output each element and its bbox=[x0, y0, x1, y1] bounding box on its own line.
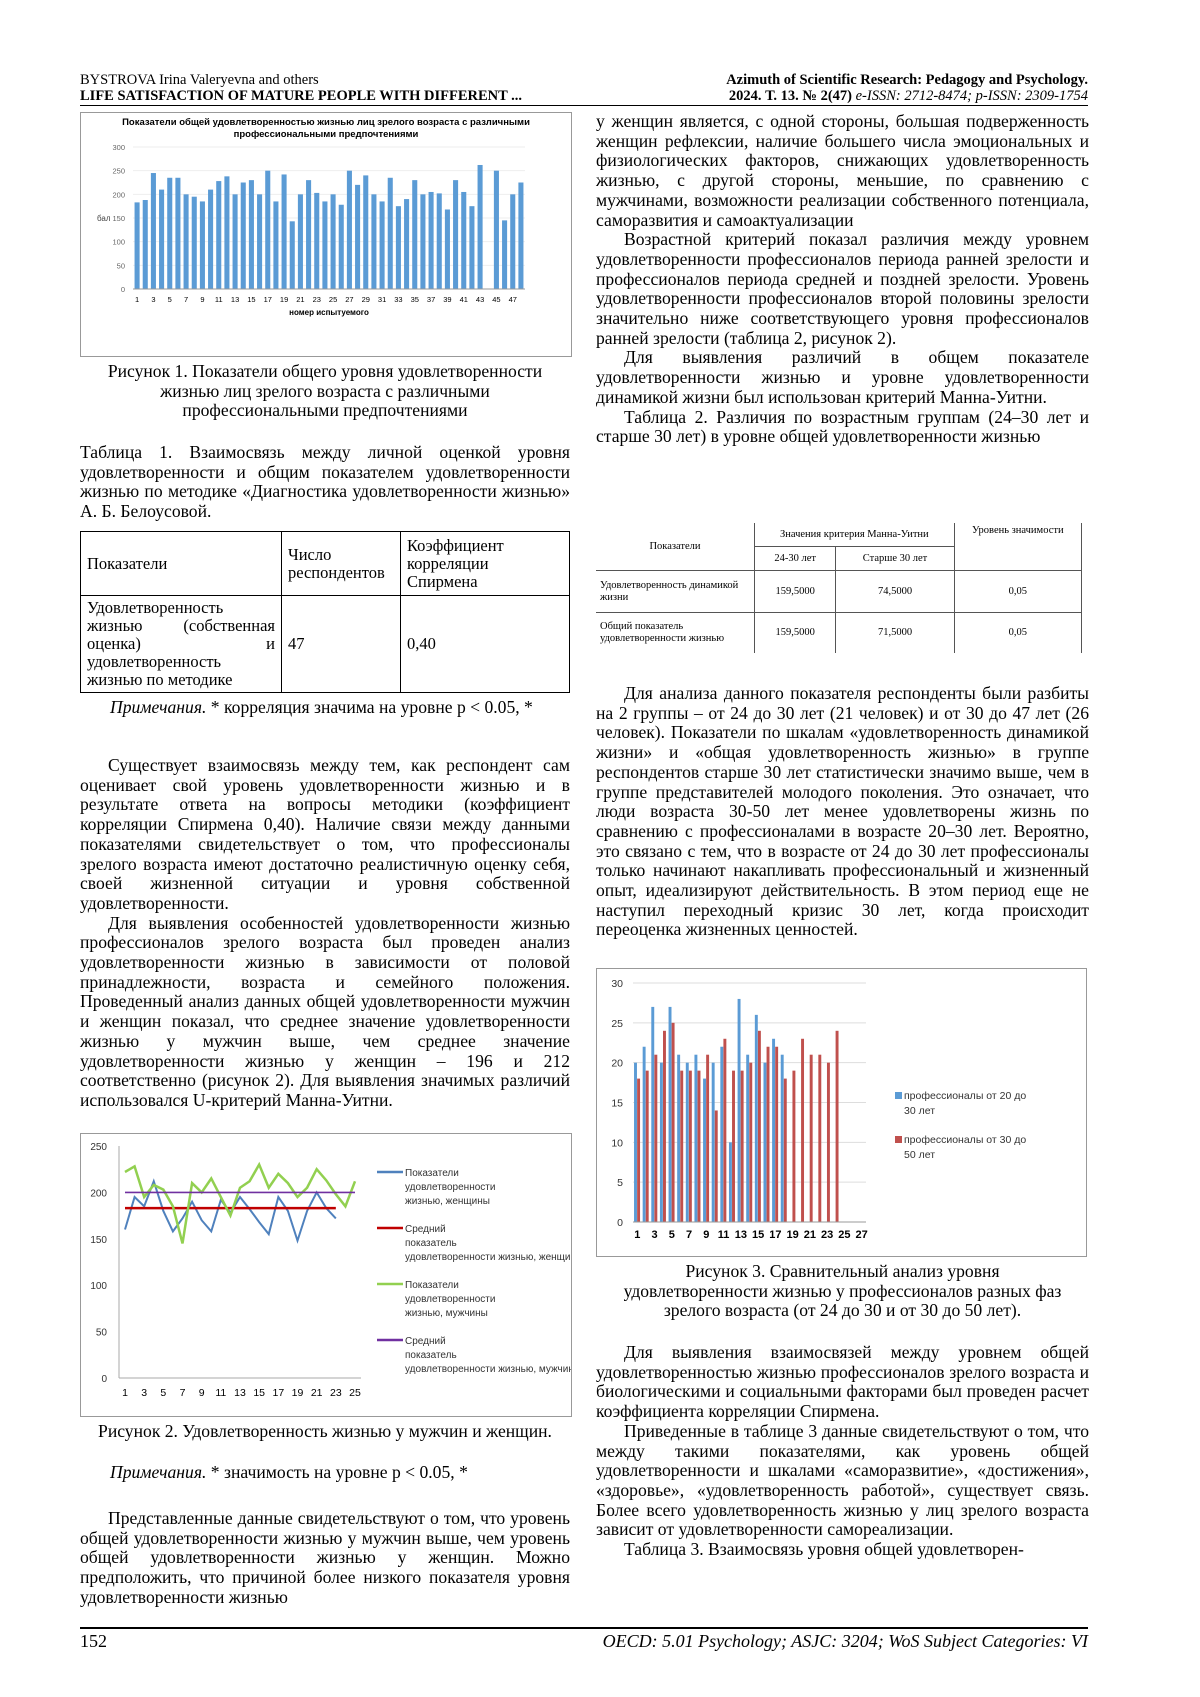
x-tick-label: 1 bbox=[634, 1229, 641, 1241]
table-2-cell: 159,5000 bbox=[755, 571, 836, 612]
x-tick-label: 19 bbox=[291, 1387, 304, 1399]
header-authors: BYSTROVA Irina Valeryevna and others bbox=[80, 72, 319, 88]
table-2-header-mw: Значения критерия Манна-Уитни bbox=[755, 523, 955, 547]
paragraph: Для выявления взаимосвязей между уровнем общей удовлетворенностью жизнью профессионалов зрелого возраста и биологическими и социальными факторами был проведен расчет коэффициента корреляции Спирмена. bbox=[596, 1342, 1089, 1422]
figure-1-chart bbox=[80, 112, 572, 357]
bar bbox=[175, 178, 180, 289]
right-top-text bbox=[596, 112, 1089, 447]
bar bbox=[388, 178, 393, 289]
x-tick-label: 7 bbox=[179, 1387, 186, 1399]
x-tick-label: 11 bbox=[214, 295, 223, 304]
header-issn: e-ISSN: 2712-8474; p-ISSN: 2309-1754 bbox=[855, 88, 1088, 104]
x-tick-label: 5 bbox=[167, 295, 172, 304]
bar bbox=[396, 206, 401, 289]
bar bbox=[347, 171, 352, 289]
page-number: 152 bbox=[80, 1631, 107, 1651]
bar bbox=[510, 194, 515, 289]
bar bbox=[784, 1079, 787, 1222]
x-tick-label: 17 bbox=[272, 1387, 285, 1399]
table-1-header-row bbox=[81, 532, 570, 596]
x-tick-label: 35 bbox=[410, 295, 419, 304]
x-tick-label: 21 bbox=[310, 1387, 323, 1399]
y-tick-label: 0 bbox=[617, 1217, 623, 1229]
bar bbox=[715, 1110, 718, 1222]
bar bbox=[651, 1007, 654, 1222]
legend-label: удовлетворенности жизнью, мужчины bbox=[405, 1364, 571, 1375]
legend-label: 30 лет bbox=[904, 1105, 936, 1117]
table-2-header-level: Уровень значимости bbox=[954, 523, 1081, 571]
bar bbox=[380, 201, 385, 289]
table-2-header-group1: 24-30 лет bbox=[755, 547, 836, 571]
x-tick-label: 27 bbox=[345, 295, 354, 304]
legend-label: профессионалы от 30 до bbox=[904, 1134, 1027, 1146]
x-tick-label: 21 bbox=[803, 1229, 817, 1241]
bar bbox=[216, 181, 221, 289]
figure-2-caption: Рисунок 2. Удовлетворенность жизнью у мужчин и женщин. bbox=[98, 1421, 552, 1441]
bar bbox=[143, 200, 148, 289]
bar bbox=[755, 1015, 758, 1222]
bar bbox=[801, 1039, 804, 1222]
bar bbox=[746, 1055, 749, 1222]
y-tick-label: 15 bbox=[611, 1097, 623, 1110]
y-tick-label: 250 bbox=[112, 166, 125, 176]
y-tick-label: 50 bbox=[95, 1327, 107, 1339]
bar bbox=[437, 193, 442, 289]
y-tick-label: 10 bbox=[611, 1137, 623, 1150]
bar bbox=[290, 221, 295, 289]
x-tick-label: 9 bbox=[200, 295, 205, 304]
bar bbox=[738, 999, 741, 1222]
line-chart-men-women bbox=[81, 1134, 571, 1416]
bar bbox=[429, 192, 434, 289]
bar bbox=[818, 1055, 821, 1222]
legend-swatch bbox=[895, 1136, 902, 1143]
paragraph: Приведенные в таблице 3 данные свидетельствуют о том, что между такими показателями, как уровень общей удовлетворенности и шкалами «саморазвитие», «достижения», «здоровье», «удовлетворенность работой», существует связь. Более всего удовлетворенность жизнью у лиц зрелого возраста зависит от удовлетворенности самореализации. bbox=[596, 1420, 1089, 1540]
table-2-row bbox=[596, 612, 1082, 653]
bar bbox=[363, 175, 368, 289]
header-issue bbox=[726, 88, 1088, 104]
bar bbox=[729, 1142, 732, 1222]
bar bbox=[151, 173, 156, 289]
bar bbox=[200, 201, 205, 289]
bar bbox=[672, 1023, 675, 1222]
y-tick-label: 200 bbox=[112, 190, 125, 200]
x-tick-label: 9 bbox=[703, 1229, 710, 1241]
table-1-note bbox=[80, 698, 570, 718]
x-tick-label: 13 bbox=[734, 1229, 747, 1241]
bar bbox=[827, 1063, 830, 1222]
bar bbox=[355, 185, 360, 289]
table-2-cell: 71,5000 bbox=[836, 612, 954, 653]
bar bbox=[273, 201, 278, 289]
bar bbox=[775, 1047, 778, 1222]
x-tick-label: 19 bbox=[786, 1229, 799, 1241]
left-body-text bbox=[80, 756, 570, 1111]
table-2-header-row bbox=[596, 523, 1082, 547]
bar bbox=[660, 1063, 663, 1222]
x-tick-label: 15 bbox=[752, 1229, 765, 1241]
bar bbox=[677, 1055, 680, 1222]
note-text: * корреляция значима на уровне p < 0.05, * bbox=[206, 697, 533, 717]
table-1-header-cell: Коэффициент корреляции Спирмена bbox=[401, 532, 570, 596]
table-1-cell: Удовлетворенность жизнью (собственная оценка) и удовлетворенность жизнью по методике bbox=[81, 596, 282, 693]
table-1-cell: 47 bbox=[282, 596, 401, 693]
bar bbox=[698, 1071, 701, 1222]
x-tick-label: 25 bbox=[838, 1229, 851, 1241]
bar bbox=[781, 1055, 784, 1222]
x-tick-label: 21 bbox=[296, 295, 305, 304]
bar bbox=[723, 1039, 726, 1222]
bar bbox=[669, 1007, 672, 1222]
legend-label: Показатели bbox=[405, 1280, 459, 1291]
table-1-header-cell: Показатели bbox=[81, 532, 282, 596]
bar bbox=[763, 1063, 766, 1222]
table-2-header-indicator: Показатели bbox=[596, 523, 755, 571]
legend-label: удовлетворенности bbox=[405, 1182, 496, 1193]
table-2-title: Таблица 2. Различия по возрастным группам (24–30 лет и старше 30 лет) в уровне общей удовлетворенности жизнью bbox=[596, 406, 1089, 447]
table-2-cell: 0,05 bbox=[954, 612, 1081, 653]
table-2-header-group2: Старше 30 лет bbox=[836, 547, 954, 571]
bar bbox=[637, 1079, 640, 1222]
bar bbox=[712, 1063, 715, 1222]
note-label: Примечания. bbox=[110, 697, 207, 717]
x-tick-label: 29 bbox=[361, 295, 370, 304]
legend-label: удовлетворенности жизнью, женщины bbox=[405, 1252, 571, 1263]
bar bbox=[249, 180, 254, 289]
bar bbox=[192, 197, 197, 289]
x-tick-label: 27 bbox=[855, 1229, 868, 1241]
bar bbox=[461, 192, 466, 289]
legend-label: показатель bbox=[405, 1350, 457, 1361]
x-tick-label: 17 bbox=[769, 1229, 782, 1241]
x-tick-label: 25 bbox=[328, 295, 338, 304]
table-2 bbox=[596, 523, 1082, 653]
x-tick-label: 5 bbox=[668, 1229, 675, 1241]
x-tick-label: 7 bbox=[686, 1229, 693, 1241]
bar bbox=[224, 176, 229, 289]
y-tick-label: 50 bbox=[116, 261, 125, 271]
legend-label: Средний bbox=[405, 1224, 446, 1235]
y-tick-label: 20 bbox=[611, 1057, 623, 1070]
x-tick-label: 31 bbox=[377, 295, 387, 304]
x-tick-label: 15 bbox=[247, 295, 256, 304]
bar bbox=[322, 201, 327, 289]
table-2-row bbox=[596, 571, 1082, 612]
paragraph: у женщин является, с одной стороны, большая подверженность женщин рефлексии, наличие большего числа эмоциональных и физиологических факторов, снижающих удовлетворенность жизнью, с другой стороны, меньшие, по сравнению с мужчинами, возможности реализации собственного потенциала, саморазвития и самоактуализации bbox=[596, 111, 1089, 230]
x-axis-label: номер испытуемого bbox=[289, 308, 369, 317]
x-tick-label: 3 bbox=[151, 295, 156, 304]
bar bbox=[772, 1039, 775, 1222]
paragraph: Возрастной критерий показал различия между уровнем удовлетворенности профессионалов периода ранней зрелости и профессионалов периода средней и поздней зрелости. Уровень удовлетворенности профессионалов второй половины зрелости значительно ниже соответствующего уровня профессионалов ранней зрелости (таблица 2, рисунок 2). bbox=[596, 229, 1089, 348]
y-tick-label: 0 bbox=[120, 285, 125, 294]
bar bbox=[689, 1071, 692, 1222]
chart-title: Показатели общей удовлетворенностью жизнью лиц зрелого возраста с различными bbox=[122, 117, 530, 128]
table-1-title: Таблица 1. Взаимосвязь между личной оценкой уровня удовлетворенности и общим показателем удовлетворенности жизнью по методике «Диагностика удовлетворенности жизнью» А. Б. Белоусовой. bbox=[80, 442, 570, 522]
table-1-cell: 0,40 bbox=[401, 596, 570, 693]
x-tick-label: 17 bbox=[263, 295, 272, 304]
series-line bbox=[125, 1165, 355, 1244]
chart-title: профессиональными предпочтениями bbox=[233, 129, 419, 140]
table-2-cell: 159,5000 bbox=[755, 612, 836, 653]
bar bbox=[314, 193, 319, 289]
x-tick-label: 11 bbox=[215, 1387, 227, 1399]
left-bottom-text bbox=[80, 1509, 570, 1608]
bar-chart-age-groups bbox=[597, 969, 1086, 1256]
note-label: Примечания. bbox=[110, 1462, 207, 1482]
x-tick-label: 39 bbox=[443, 295, 452, 304]
bar bbox=[706, 1055, 709, 1222]
figure-3-caption: Рисунок 3. Сравнительный анализ уровня удовлетворенности жизнью у профессионалов разных фаз зрелого возраста (от 24 до 30 и от 30 до 50 лет). bbox=[623, 1261, 1062, 1321]
x-tick-label: 37 bbox=[426, 295, 436, 304]
running-header-right bbox=[726, 72, 1088, 104]
table-1 bbox=[80, 531, 570, 693]
legend-label: профессионалы от 20 до bbox=[904, 1090, 1027, 1102]
bar bbox=[703, 1079, 706, 1222]
bar bbox=[167, 178, 172, 289]
legend-label: жизнью, женщины bbox=[405, 1196, 490, 1207]
bar bbox=[654, 1055, 657, 1222]
paragraph: Представленные данные свидетельствуют о том, что уровень общей удовлетворенности жизнью у мужчин выше, чем уровень общей удовлетворенности жизнью у женщин. Можно предположить, что причиной более низкого показателя уровня удовлетворенности жизнью bbox=[80, 1508, 570, 1607]
y-tick-label: 300 bbox=[112, 143, 125, 152]
bar bbox=[643, 1047, 646, 1222]
bar bbox=[371, 194, 376, 289]
bar bbox=[445, 209, 450, 289]
x-tick-label: 7 bbox=[183, 295, 189, 304]
x-tick-label: 23 bbox=[312, 295, 321, 304]
bar bbox=[453, 180, 458, 289]
legend-label: удовлетворенности bbox=[405, 1294, 496, 1305]
bar bbox=[339, 205, 344, 289]
bar bbox=[720, 1047, 723, 1222]
y-tick-label: 0 bbox=[101, 1374, 107, 1385]
x-tick-label: 45 bbox=[492, 295, 501, 304]
x-tick-label: 3 bbox=[651, 1229, 658, 1241]
x-tick-label: 41 bbox=[459, 295, 468, 304]
legend-label: показатель bbox=[405, 1238, 457, 1249]
footer-rule bbox=[80, 1627, 1088, 1629]
table-2-cell: Удовлетворенность динамикой жизни bbox=[596, 571, 755, 612]
paragraph: Для анализа данного показателя респонденты были разбиты на 2 группы – от 24 до 30 лет (21 человек) и от 30 до 47 лет (26 человек). Показатели по шкалам «удовлетворенность динамикой жизни» и «общая удовлетворенность жизнью» в группе респондентов старше 30 лет статистически значимо выше, чем в группе представителей молодого поколения. Это означает, что люди возраста 30-50 лет менее удовлетворены жизнь по сравнению с профессионалами в возрасте 20–30 лет. Вероятно, это связано с тем, что в возрасте от 24 до 30 лет профессионалы только начинают накапливать профессиональный и жизненный опыт, идеализируют действительность. В этом период еще не наступил переходный кризис 30 лет, когда происходит переоценка жизненных ценностей. bbox=[596, 683, 1089, 940]
y-tick-label: 30 bbox=[611, 978, 623, 990]
bar bbox=[663, 1031, 666, 1222]
header-journal: Azimuth of Scientific Research: Pedagogy and Psychology. bbox=[726, 72, 1088, 88]
bar bbox=[518, 183, 523, 290]
x-tick-label: 25 bbox=[349, 1387, 361, 1399]
bar bbox=[282, 174, 287, 289]
bar bbox=[478, 165, 483, 289]
bar bbox=[792, 1071, 795, 1222]
footer-classification: OECD: 5.01 Psychology; ASJC: 3204; WoS Subject Categories: VI bbox=[602, 1631, 1088, 1651]
figure-2-chart bbox=[80, 1133, 572, 1417]
x-tick-label: 9 bbox=[198, 1387, 205, 1399]
bar bbox=[469, 206, 474, 289]
note-text: * значимость на уровне p < 0.05, * bbox=[206, 1462, 468, 1482]
figure-3-chart bbox=[596, 968, 1087, 1257]
legend-label: Показатели bbox=[405, 1168, 459, 1179]
bar bbox=[494, 171, 499, 289]
bar bbox=[412, 180, 417, 289]
x-tick-label: 19 bbox=[279, 295, 289, 304]
legend-swatch bbox=[895, 1092, 902, 1099]
x-tick-label: 47 bbox=[508, 295, 517, 304]
table-3-title: Таблица 3. Взаимосвязь уровня общей удовлетворен- bbox=[624, 1539, 1024, 1560]
y-tick-label: 250 bbox=[90, 1142, 107, 1153]
x-tick-label: 11 bbox=[717, 1229, 730, 1241]
running-header-left bbox=[80, 72, 522, 104]
bar-chart-total-satisfaction bbox=[81, 113, 571, 356]
x-tick-label: 33 bbox=[394, 295, 403, 304]
bar bbox=[265, 171, 270, 289]
figure-1-caption: Рисунок 1. Показатели общего уровня удовлетворенности жизнью лиц зрелого возраста с различными профессиональными предпочтениями bbox=[107, 361, 543, 421]
x-tick-label: 15 bbox=[253, 1387, 266, 1399]
x-tick-label: 43 bbox=[475, 295, 485, 304]
figure-2-note bbox=[80, 1463, 570, 1483]
table-2-cell: Общий показатель удовлетворенности жизнью bbox=[596, 612, 755, 653]
paragraph: Существует взаимосвязь между тем, как респондент сам оценивает свой уровень удовлетворенности жизнью и в результате ответа на вопросы методики (коэффициент корреляции Спирмена 0,40). Наличие связи между данными показателями свидетельствует о том, что профессионалы зрелого возраста имеют достаточно реалистичную оценку себя, своей жизненной ситуации и уровня собственной удовлетворенности. bbox=[80, 755, 570, 913]
x-tick-label: 23 bbox=[329, 1387, 342, 1399]
paragraph: Для выявления особенностей удовлетворенности жизнью профессионалов зрелого возраста был проведен анализ удовлетворенности жизнью в зависимости от половой принадлежности, возраста и семейного положения. Проведенный анализ данных общей удовлетворенности мужчин и женщин показал, что среднее значение удовлетворенности жизнью у мужчин выше, чем среднее значение удовлетворенности жизнью у женщин – 196 и 212 соответственно (рисунок 2). Для выявления значимых различий использовался U-критерий Манна-Уитни. bbox=[80, 912, 570, 1110]
x-tick-label: 1 bbox=[122, 1387, 128, 1399]
bar bbox=[694, 1055, 697, 1222]
table-2-cell: 0,05 bbox=[954, 571, 1081, 612]
bar bbox=[184, 194, 189, 289]
x-tick-label: 13 bbox=[230, 295, 240, 304]
bar bbox=[404, 199, 409, 289]
bar bbox=[749, 1063, 752, 1222]
bar bbox=[758, 1031, 761, 1222]
bar bbox=[298, 194, 303, 289]
x-tick-label: 3 bbox=[141, 1387, 148, 1399]
bar bbox=[233, 194, 238, 289]
y-tick-label: 150 bbox=[112, 214, 125, 223]
bar bbox=[686, 1063, 689, 1222]
bar bbox=[420, 194, 425, 289]
bar bbox=[241, 183, 246, 290]
bar bbox=[680, 1071, 683, 1222]
y-tick-label: 100 bbox=[112, 237, 125, 247]
bar bbox=[135, 202, 140, 289]
bar bbox=[306, 180, 311, 289]
bar bbox=[634, 1063, 637, 1222]
bar bbox=[159, 190, 164, 289]
bar bbox=[502, 220, 507, 289]
bar bbox=[767, 1047, 770, 1222]
bar bbox=[732, 1071, 735, 1222]
bar bbox=[257, 194, 262, 289]
bar bbox=[646, 1071, 649, 1222]
header-issue-number: 2024. Т. 13. № 2(47) bbox=[728, 88, 852, 104]
x-tick-label: 5 bbox=[160, 1387, 167, 1399]
table-1-row bbox=[81, 596, 570, 693]
y-tick-label: 200 bbox=[90, 1188, 107, 1200]
bar bbox=[208, 190, 213, 289]
y-tick-label: 5 bbox=[617, 1177, 623, 1190]
y-axis-label: бал bbox=[97, 214, 111, 223]
right-bottom-text bbox=[596, 1343, 1089, 1560]
y-tick-label: 100 bbox=[90, 1281, 107, 1293]
bar bbox=[741, 1071, 744, 1222]
paragraph: Для выявления различий в общем показателе удовлетворенности жизнью и уровне удовлетворенности динамикой жизни был использован критерий Манна-Уитни. bbox=[596, 347, 1089, 407]
legend-label: Средний bbox=[405, 1336, 446, 1347]
y-tick-label: 25 bbox=[611, 1017, 623, 1030]
x-tick-label: 13 bbox=[234, 1387, 246, 1399]
table-1-header-cell: Число респондентов bbox=[282, 532, 401, 596]
bar bbox=[331, 194, 336, 289]
header-rule bbox=[80, 105, 1088, 106]
legend-label: 50 лет bbox=[904, 1149, 936, 1161]
bar bbox=[810, 1055, 813, 1222]
table-2-cell: 74,5000 bbox=[836, 571, 954, 612]
header-article-title: LIFE SATISFACTION OF MATURE PEOPLE WITH DIFFERENT ... bbox=[80, 88, 523, 104]
legend-label: жизнью, мужчины bbox=[405, 1308, 488, 1319]
x-tick-label: 23 bbox=[821, 1229, 834, 1241]
bar bbox=[836, 1031, 839, 1222]
x-tick-label: 1 bbox=[134, 295, 140, 304]
y-tick-label: 150 bbox=[90, 1234, 107, 1246]
right-mid-text bbox=[596, 684, 1089, 940]
